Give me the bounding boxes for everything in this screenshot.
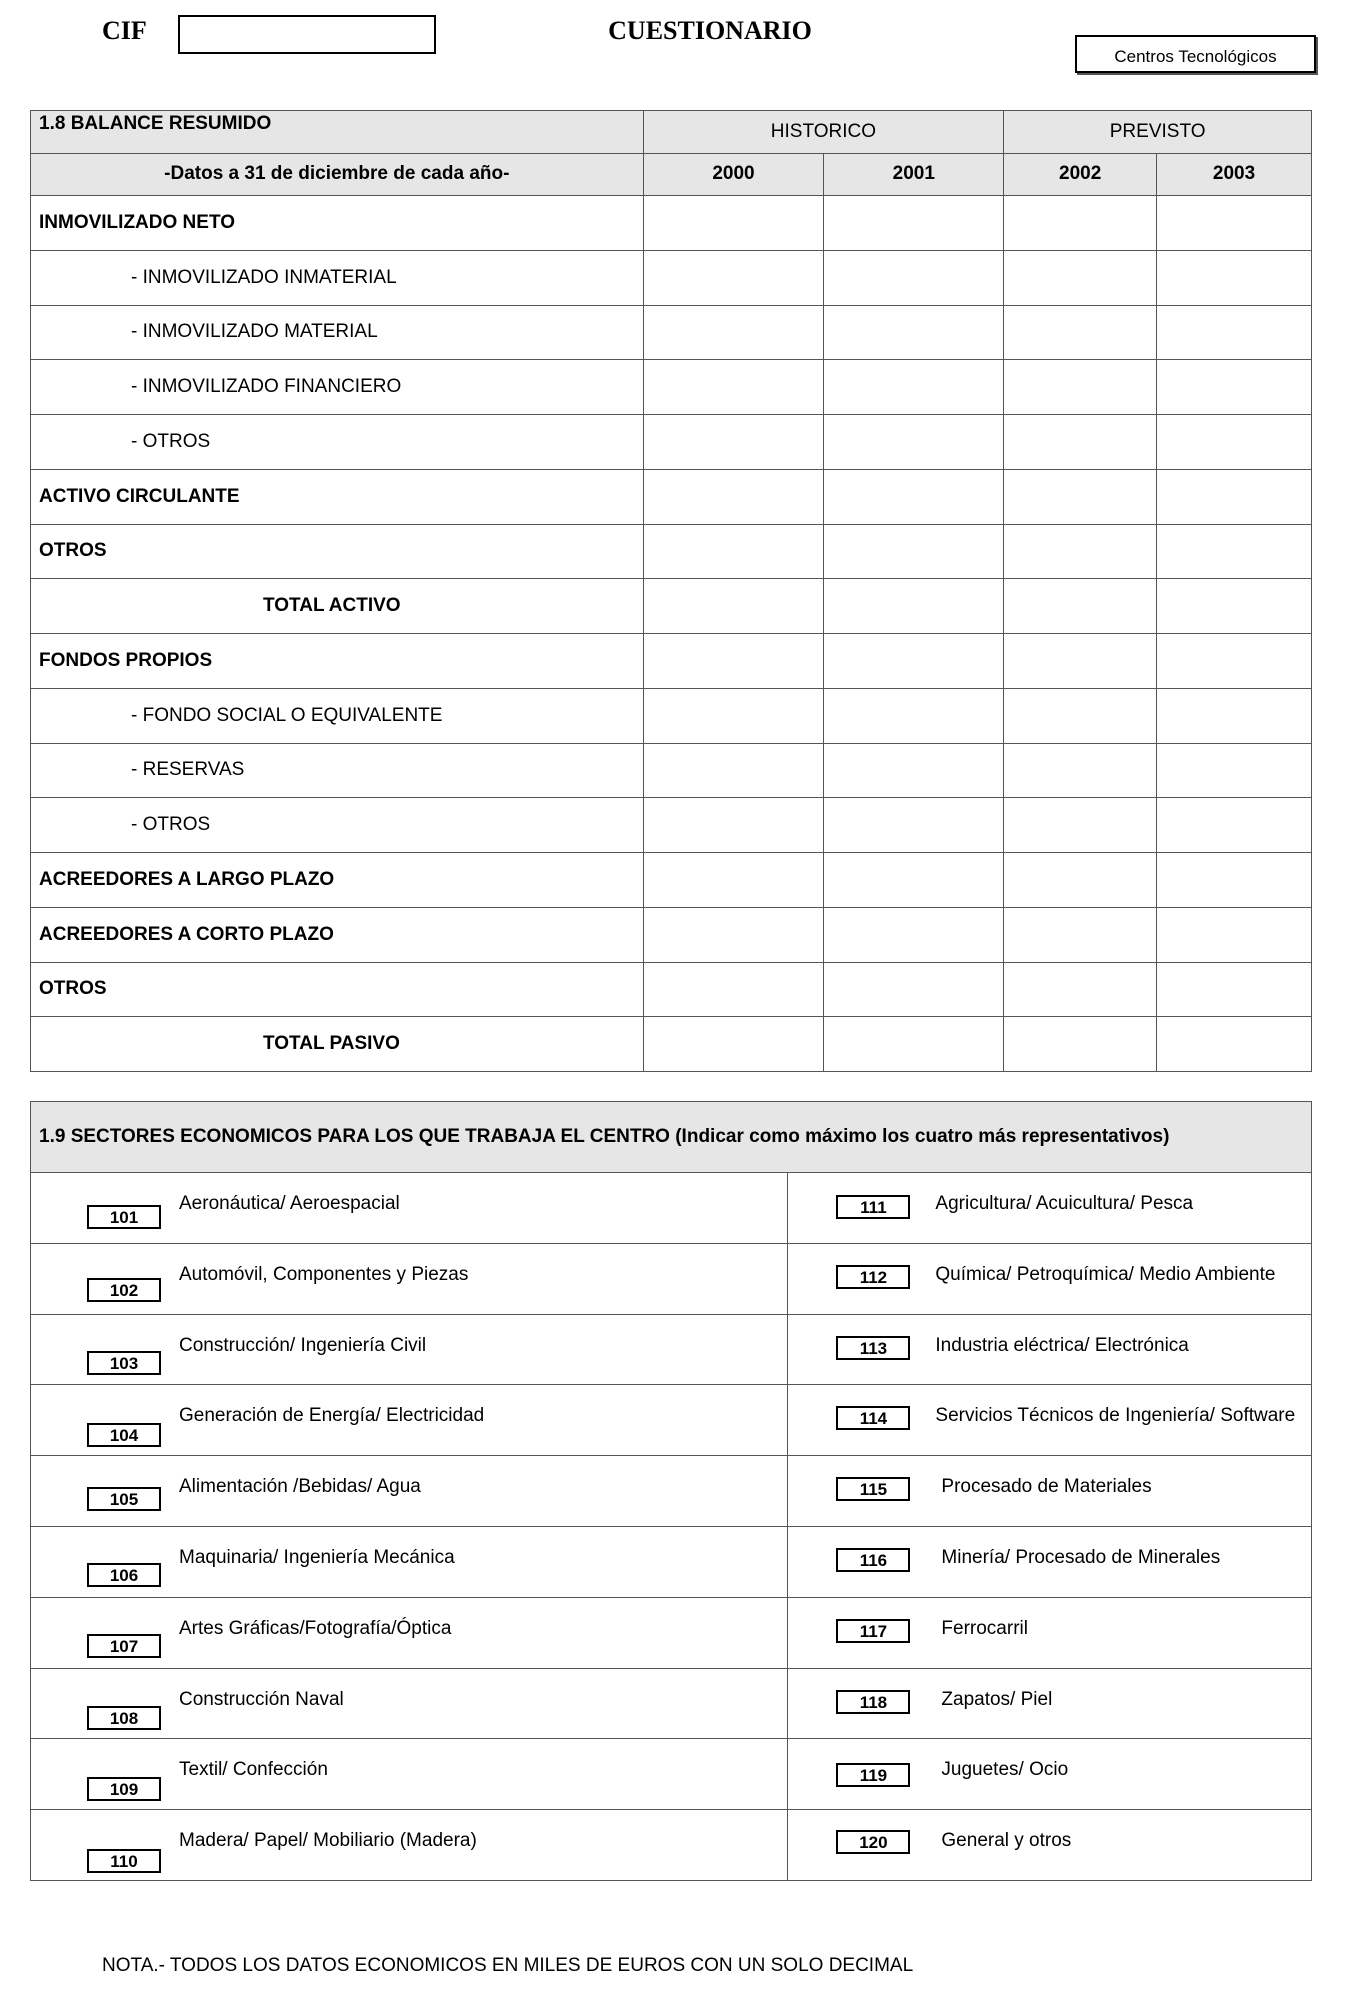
sector-code-checkbox[interactable]: 107 <box>87 1634 161 1658</box>
sector-item[interactable] <box>31 1314 788 1385</box>
row-label: FONDOS PROPIOS <box>31 634 644 689</box>
value-cell-2002[interactable] <box>1004 743 1157 798</box>
value-cell-2001[interactable] <box>824 579 1004 634</box>
sector-code-checkbox[interactable]: 118 <box>836 1690 910 1714</box>
value-cell-2000[interactable] <box>643 853 824 908</box>
value-cell-2001[interactable] <box>824 853 1004 908</box>
balance-row <box>31 360 1312 415</box>
value-cell-2002[interactable] <box>1004 798 1157 853</box>
value-cell-2001[interactable] <box>824 196 1004 251</box>
sector-label: Textil/ Confección <box>179 1759 328 1781</box>
balance-row <box>31 907 1312 962</box>
sector-code-checkbox[interactable]: 102 <box>87 1278 161 1302</box>
sector-row <box>31 1597 1312 1668</box>
year-header: 2003 <box>1157 153 1312 196</box>
year-header: 2001 <box>824 153 1004 196</box>
sector-label: Química/ Petroquímica/ Medio Ambiente <box>935 1263 1276 1285</box>
category-badge <box>1075 35 1316 73</box>
value-cell-2001[interactable] <box>824 305 1004 360</box>
sector-code-checkbox[interactable]: 105 <box>87 1487 161 1511</box>
sector-row <box>31 1314 1312 1385</box>
row-label: TOTAL ACTIVO <box>31 579 644 634</box>
sector-label: Juguetes/ Ocio <box>941 1759 1069 1781</box>
balance-row <box>31 962 1312 1017</box>
value-cell-2001[interactable] <box>824 250 1004 305</box>
balance-row <box>31 579 1312 634</box>
row-label: OTROS <box>31 962 644 1017</box>
sector-code-checkbox[interactable]: 115 <box>836 1477 910 1501</box>
sector-label: Ferrocarril <box>941 1617 1028 1639</box>
value-cell-2001[interactable] <box>824 524 1004 579</box>
sector-code-checkbox[interactable]: 111 <box>836 1195 910 1219</box>
value-cell-2003[interactable] <box>1157 688 1312 743</box>
value-cell-2002[interactable] <box>1004 853 1157 908</box>
sector-item[interactable] <box>788 1668 1312 1739</box>
value-cell-2000[interactable] <box>643 250 824 305</box>
row-label: - INMOVILIZADO INMATERIAL <box>31 250 644 305</box>
sector-item[interactable] <box>788 1314 1312 1385</box>
balance-table <box>30 110 1312 1072</box>
value-cell-2001[interactable] <box>824 415 1004 470</box>
value-cell-2000[interactable] <box>643 579 824 634</box>
sector-code-checkbox[interactable]: 120 <box>836 1830 910 1854</box>
cif-label: CIF <box>102 16 147 45</box>
sector-label: Artes Gráficas/Fotografía/Óptica <box>179 1617 452 1639</box>
value-cell-2002[interactable] <box>1004 688 1157 743</box>
sector-label: Agricultura/ Acuicultura/ Pesca <box>935 1193 1194 1214</box>
value-cell-2002[interactable] <box>1004 469 1157 524</box>
value-cell-2003[interactable] <box>1157 196 1312 251</box>
value-cell-2003[interactable] <box>1157 853 1312 908</box>
value-cell-2003[interactable] <box>1157 907 1312 962</box>
sector-item[interactable] <box>31 1385 788 1456</box>
sectors-title-bold: 1.9 SECTORES ECONOMICOS PARA LOS QUE TRABAJA EL CENTRO <box>39 1126 670 1147</box>
row-label: INMOVILIZADO NETO <box>31 196 644 251</box>
sector-item[interactable] <box>31 1173 788 1244</box>
value-cell-2000[interactable] <box>643 469 824 524</box>
row-label: - OTROS <box>31 798 644 853</box>
sector-label: Maquinaria/ Ingeniería Mecánica <box>179 1546 455 1568</box>
value-cell-2003[interactable] <box>1157 250 1312 305</box>
balance-row <box>31 634 1312 689</box>
value-cell-2002[interactable] <box>1004 360 1157 415</box>
value-cell-2001[interactable] <box>824 360 1004 415</box>
balance-row <box>31 305 1312 360</box>
sector-label: Zapatos/ Piel <box>941 1688 1053 1710</box>
value-cell-2003[interactable] <box>1157 579 1312 634</box>
value-cell-2000[interactable] <box>643 415 824 470</box>
value-cell-2002[interactable] <box>1004 962 1157 1017</box>
sector-code-checkbox[interactable]: 104 <box>87 1423 161 1447</box>
balance-row <box>31 798 1312 853</box>
value-cell-2002[interactable] <box>1004 1017 1157 1072</box>
value-cell-2002[interactable] <box>1004 305 1157 360</box>
balance-row <box>31 853 1312 908</box>
sector-code-checkbox[interactable]: 109 <box>87 1777 161 1801</box>
sector-item[interactable] <box>31 1526 788 1597</box>
value-cell-2000[interactable] <box>643 360 824 415</box>
sector-code-checkbox[interactable]: 103 <box>87 1351 161 1375</box>
sector-code-checkbox[interactable]: 116 <box>836 1548 910 1572</box>
value-cell-2002[interactable] <box>1004 196 1157 251</box>
sector-row <box>31 1243 1312 1314</box>
value-cell-2002[interactable] <box>1004 415 1157 470</box>
value-cell-2000[interactable] <box>643 688 824 743</box>
value-cell-2001[interactable] <box>824 743 1004 798</box>
value-cell-2001[interactable] <box>824 798 1004 853</box>
sector-row <box>31 1810 1312 1881</box>
value-cell-2001[interactable] <box>824 962 1004 1017</box>
value-cell-2001[interactable] <box>824 1017 1004 1072</box>
sector-label: Construcción Naval <box>179 1688 344 1710</box>
year-header: 2002 <box>1004 153 1157 196</box>
sector-code-checkbox[interactable]: 108 <box>87 1706 161 1730</box>
value-cell-2003[interactable] <box>1157 743 1312 798</box>
balance-title: 1.8 BALANCE RESUMIDO <box>31 111 644 154</box>
sector-label: Servicios Técnicos de Ingeniería/ Software <box>935 1405 1296 1427</box>
row-label: ACREEDORES A CORTO PLAZO <box>31 907 644 962</box>
sector-row <box>31 1739 1312 1810</box>
sectors-title-note: (Indicar como máximo los cuatro más representativos) <box>669 1126 1170 1147</box>
row-label: TOTAL PASIVO <box>31 1017 644 1072</box>
value-cell-2003[interactable] <box>1157 305 1312 360</box>
sector-code-checkbox[interactable]: 114 <box>836 1406 910 1430</box>
value-cell-2003[interactable] <box>1157 962 1312 1017</box>
row-label: - RESERVAS <box>31 743 644 798</box>
sector-row <box>31 1526 1312 1597</box>
value-cell-2003[interactable] <box>1157 798 1312 853</box>
value-cell-2003[interactable] <box>1157 634 1312 689</box>
sector-row <box>31 1173 1312 1244</box>
sector-label: Alimentación /Bebidas/ Agua <box>179 1476 421 1498</box>
sector-item[interactable] <box>788 1173 1312 1244</box>
balance-row <box>31 524 1312 579</box>
sector-code-checkbox[interactable]: 110 <box>87 1849 161 1873</box>
sectors-table <box>30 1101 1312 1881</box>
sector-row <box>31 1385 1312 1456</box>
page-title: CUESTIONARIO <box>608 16 812 45</box>
sector-label: General y otros <box>941 1830 1072 1852</box>
value-cell-2001[interactable] <box>824 907 1004 962</box>
row-label: ACTIVO CIRCULANTE <box>31 469 644 524</box>
sector-code-checkbox[interactable]: 106 <box>87 1563 161 1587</box>
historico-header: HISTORICO <box>643 111 1004 154</box>
balance-row <box>31 743 1312 798</box>
sector-item[interactable] <box>788 1456 1312 1527</box>
row-label: - INMOVILIZADO MATERIAL <box>31 305 644 360</box>
sector-label: Automóvil, Componentes y Piezas <box>179 1263 469 1285</box>
sector-code-checkbox[interactable]: 101 <box>87 1205 161 1229</box>
balance-row <box>31 250 1312 305</box>
row-label: OTROS <box>31 524 644 579</box>
sector-item[interactable] <box>788 1739 1312 1810</box>
sector-code-checkbox[interactable]: 113 <box>836 1336 910 1360</box>
balance-row <box>31 1017 1312 1072</box>
row-label: ACREEDORES A LARGO PLAZO <box>31 853 644 908</box>
sector-item[interactable] <box>31 1739 788 1810</box>
balance-subtitle: -Datos a 31 de diciembre de cada año- <box>31 153 644 196</box>
sector-item[interactable] <box>31 1456 788 1527</box>
value-cell-2003[interactable] <box>1157 524 1312 579</box>
previsto-header: PREVISTO <box>1004 111 1312 154</box>
sector-item[interactable] <box>788 1385 1312 1456</box>
value-cell-2000[interactable] <box>643 305 824 360</box>
sector-item[interactable] <box>31 1668 788 1739</box>
value-cell-2001[interactable] <box>824 634 1004 689</box>
value-cell-2000[interactable] <box>643 634 824 689</box>
sector-code-checkbox[interactable]: 117 <box>836 1619 910 1643</box>
sector-item[interactable] <box>788 1526 1312 1597</box>
sector-label: Madera/ Papel/ Mobiliario (Madera) <box>179 1830 477 1852</box>
sectors-title <box>31 1102 1312 1173</box>
sector-label: Generación de Energía/ Electricidad <box>179 1405 485 1427</box>
balance-row <box>31 688 1312 743</box>
value-cell-2000[interactable] <box>643 196 824 251</box>
sector-item[interactable] <box>31 1597 788 1668</box>
row-label: - INMOVILIZADO FINANCIERO <box>31 360 644 415</box>
value-cell-2002[interactable] <box>1004 250 1157 305</box>
sector-item[interactable] <box>788 1243 1312 1314</box>
row-label: - FONDO SOCIAL O EQUIVALENTE <box>31 688 644 743</box>
value-cell-2001[interactable] <box>824 469 1004 524</box>
sector-label: Procesado de Materiales <box>941 1476 1152 1498</box>
sector-item[interactable] <box>31 1243 788 1314</box>
sector-row <box>31 1456 1312 1527</box>
value-cell-2002[interactable] <box>1004 907 1157 962</box>
value-cell-2003[interactable] <box>1157 415 1312 470</box>
value-cell-2000[interactable] <box>643 524 824 579</box>
sector-item[interactable] <box>31 1810 788 1881</box>
row-label: - OTROS <box>31 415 644 470</box>
value-cell-2002[interactable] <box>1004 579 1157 634</box>
value-cell-2001[interactable] <box>824 688 1004 743</box>
value-cell-2003[interactable] <box>1157 1017 1312 1072</box>
year-header: 2000 <box>643 153 824 196</box>
value-cell-2000[interactable] <box>643 1017 824 1072</box>
sector-label: Aeronáutica/ Aeroespacial <box>179 1193 400 1214</box>
sector-item[interactable] <box>788 1597 1312 1668</box>
value-cell-2002[interactable] <box>1004 634 1157 689</box>
value-cell-2002[interactable] <box>1004 524 1157 579</box>
sector-label: Minería/ Procesado de Minerales <box>941 1546 1221 1568</box>
sector-label: Industria eléctrica/ Electrónica <box>935 1334 1189 1356</box>
balance-row <box>31 415 1312 470</box>
sector-code-checkbox[interactable]: 119 <box>836 1763 910 1787</box>
value-cell-2000[interactable] <box>643 798 824 853</box>
cif-input[interactable] <box>178 15 436 54</box>
value-cell-2003[interactable] <box>1157 360 1312 415</box>
value-cell-2003[interactable] <box>1157 469 1312 524</box>
footnote: NOTA.- TODOS LOS DATOS ECONOMICOS EN MILES DE EUROS CON UN SOLO DECIMAL <box>102 1955 914 1976</box>
sector-code-checkbox[interactable]: 112 <box>836 1265 910 1289</box>
balance-row <box>31 196 1312 251</box>
sector-item[interactable] <box>788 1810 1312 1881</box>
value-cell-2000[interactable] <box>643 743 824 798</box>
value-cell-2000[interactable] <box>643 962 824 1017</box>
badge-text: Centros Tecnológicos <box>1114 47 1277 66</box>
value-cell-2000[interactable] <box>643 907 824 962</box>
sector-label: Construcción/ Ingeniería Civil <box>179 1334 427 1356</box>
balance-row <box>31 469 1312 524</box>
sector-row <box>31 1668 1312 1739</box>
